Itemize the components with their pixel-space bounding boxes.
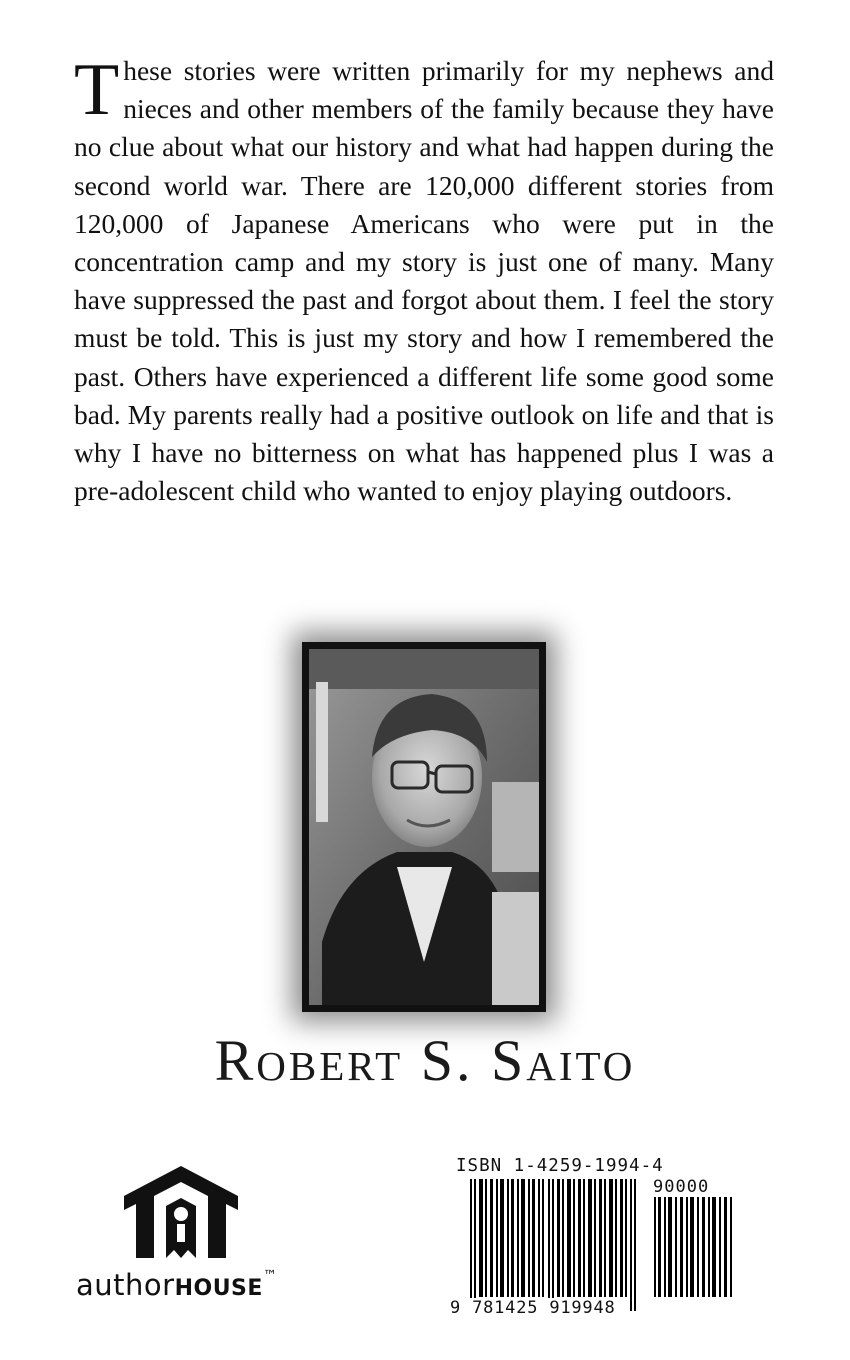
publisher-name: authorHOUSE™ — [76, 1268, 278, 1302]
isbn-label: ISBN 1-4259-1994-4 — [456, 1156, 664, 1176]
publisher-block — [76, 1160, 296, 1310]
authorhouse-logo-icon — [116, 1160, 246, 1262]
ean-number: 9 781425 919948 — [450, 1298, 616, 1318]
ean-barcode-bars — [470, 1179, 640, 1311]
author-photo — [302, 642, 546, 1012]
drop-cap: T — [74, 49, 120, 131]
author-name: Robert S. Saito — [214, 1028, 636, 1093]
back-cover-blurb — [74, 49, 774, 510]
price-addon-bars — [654, 1197, 738, 1297]
price-code-label: 90000 — [653, 1177, 710, 1197]
blurb-text: hese stories were written primarily for my nephews and nieces and other members of the family because they have no clue about what our history and what had happen during the second world war. There are 120,000 different stories from 120,000 of Japanese Americans who were put in the concentration camp and my story is just one of many. Many have suppressed the past and forgot about them. I feel the story must be told. This is just my story and how I remembered the past. Others have experienced a different life some good some bad. My parents really had a positive outlook on life and that is why I have no bitterness on what has happened plus I was a pre-adolescent child who wanted to enjoy playing outdoors. — [74, 55, 774, 507]
author-portrait-image — [302, 642, 546, 1012]
isbn-barcode — [450, 1153, 742, 1321]
